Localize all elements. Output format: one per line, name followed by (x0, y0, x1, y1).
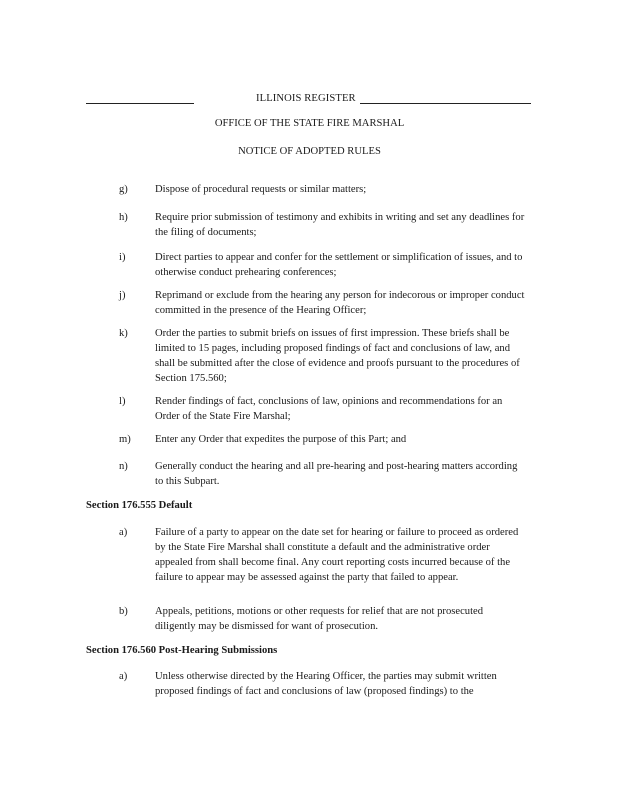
item-text: Enter any Order that expedites the purpose of this Part; and (155, 434, 407, 445)
item-label: a) (119, 527, 128, 538)
item-label: k) (119, 328, 128, 339)
notice-heading: NOTICE OF ADOPTED RULES (238, 146, 381, 157)
register-header (86, 91, 531, 105)
item-text: Unless otherwise directed by the Hearing Officer, the parties may submit written proposed findings of fact and conclusions of law (proposed findings) to the (155, 671, 497, 697)
item-label: i) (119, 252, 126, 263)
header-rule-left (86, 103, 194, 104)
header-rule-right (360, 103, 531, 104)
item-text: Order the parties to submit briefs on issues of first impression. These briefs shall be limited to 15 pages, including proposed findings of fact and conclusions of law, and shall be submitted after the close of evidence and proofs pursuant to the procedures of Section 175.560; (155, 328, 520, 384)
item-text: Dispose of procedural requests or similar matters; (155, 184, 367, 195)
item-label: j) (119, 290, 126, 301)
item-label: g) (119, 184, 128, 195)
item-label: m) (119, 434, 131, 445)
item-text: Generally conduct the hearing and all pre-hearing and post-hearing matters according to this Subpart. (155, 461, 518, 487)
item-text: Direct parties to appear and confer for the settlement or simplification of issues, and to otherwise conduct prehearing conferences; (155, 252, 523, 278)
item-text: Require prior submission of testimony and exhibits in writing and set any deadlines for the filing of documents; (155, 212, 525, 238)
item-text: Failure of a party to appear on the date set for hearing or failure to proceed as ordered by the State Fire Marshal shall constitute a default and the administrative order appealed from shall become final. Any court reporting costs incurred because of the failure to appear may be assessed against the party that failed to appear. (155, 527, 519, 583)
item-text: Appeals, petitions, motions or other requests for relief that are not prosecuted diligently may be dismissed for want of prosecution. (155, 606, 484, 632)
item-label: b) (119, 606, 128, 617)
section-heading-default: Section 176.555 Default (86, 500, 193, 511)
item-text: Reprimand or exclude from the hearing any person for indecorous or improper conduct committed in the presence of the Hearing Officer; (155, 290, 525, 316)
agency-heading: OFFICE OF THE STATE FIRE MARSHAL (214, 118, 405, 129)
item-text: Render findings of fact, conclusions of law, opinions and recommendations for an Order of the State Fire Marshal; (155, 396, 503, 422)
section-heading-post-hearing: Section 176.560 Post-Hearing Submissions (86, 645, 278, 656)
item-label: h) (119, 212, 128, 223)
item-label: n) (119, 461, 128, 472)
register-title: ILLINOIS REGISTER (256, 93, 356, 104)
item-label: a) (119, 671, 128, 682)
item-label: l) (119, 396, 126, 407)
